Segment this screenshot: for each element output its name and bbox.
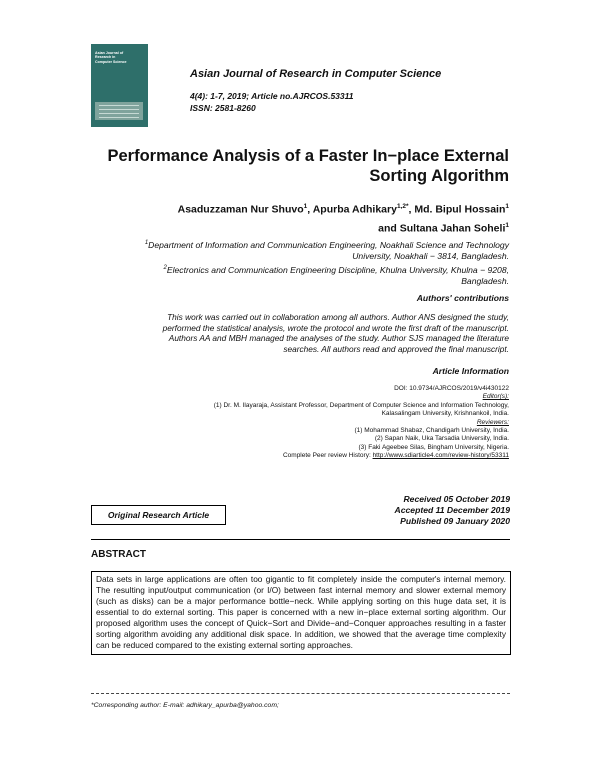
affiliations: $^1$Department of Information and Communication Engineering, Noakhali Science and Technology University, Noakhali − 3814, Bangladesh. $^2$Electronics and Communication Engineering Discipline, Khulna University, Khulna − 9208, Bangladesh.	[144, 239, 509, 287]
issn: ISSN: 2581-8260	[190, 103, 256, 113]
author-name: Apurba Adhikary	[312, 203, 397, 216]
peer-review-link[interactable]: http://www.sdiarticle4.com/review-history/53311	[372, 452, 509, 460]
published-date: Published 09 January 2020	[400, 516, 510, 527]
cover-title: Asian Journal of Research in Computer Science	[95, 51, 127, 64]
article-type-badge: Original Research Article	[91, 505, 226, 525]
footnote-divider	[91, 693, 510, 694]
abstract-heading: ABSTRACT	[91, 549, 146, 560]
volume-info: 4(4): 1-7, 2019; Article no.AJRCOS.53311	[190, 91, 354, 101]
received-date: Received 05 October 2019	[403, 494, 510, 504]
publication-dates	[300, 494, 510, 528]
author-name: Asaduzzaman Nur Shuvo	[177, 203, 304, 216]
reviewer-item: (3) Faki Ageebee Silas, Bingham University, Nigeria.	[358, 443, 509, 451]
contributions-text: This work was carried out in collaboration among all authors. Author ANS designed the study, performed the statistical analysis, wrote the protocol and wrote the first draft of the manuscript. Authors AA and MBH managed the analyses of the study. Author SJS managed the literature searches. All authors read and approved the final manuscript.	[162, 312, 509, 354]
reviewer-item: (2) Sapan Naik, Uka Tarsadia University, India.	[374, 435, 509, 443]
contributions-heading: Authors' contributions	[416, 293, 509, 303]
article-info-heading: Article Information	[432, 366, 509, 376]
reviewer-item: (1) Mohammad Shabaz, Chandigarh University, India.	[354, 427, 509, 435]
author-name: Sultana Jahan Soheli	[399, 222, 506, 234]
abstract-text: Data sets in large applications are often too gigantic to fit completely inside the computer's internal memory. The resulting input/output communication (or I/O) between fast internal memory and slower external memory (such as disks) can be a major performance bottle−neck. While applying sorting on this huge data set, it is essential to do external sorting. This paper is concerned with a new in−place external sorting algorithm. Our proposed algorithm uses the concept of Quick−Sort and Divide−and−Conquer approaches resulting in a faster sorting algorithm avoiding any additional disk space. In addition, we showed that the average time complexity can be reduced compared to the existing external sorting approaches.	[91, 571, 511, 655]
author-name: Md. Bipul Hossain	[414, 203, 506, 216]
paper-title: Performance Analysis of a Faster In−place External Sorting Algorithm	[107, 147, 509, 185]
author-list: Asaduzzaman Nur Shuvo$^1$, Apurba Adhikary$^{1,2*}$, Md. Bipul Hossain$^1$ and Sultana Jahan Soheli$^1$	[177, 203, 509, 234]
corresponding-author-footnote: *Corresponding author: E-mail: adhikary_apurba@yahoo.com;	[91, 702, 279, 709]
doi: DOI: 10.9734/AJRCOS/2019/v4i430122	[394, 385, 509, 392]
reviewers-label: Reviewers:	[476, 418, 509, 426]
section-divider	[91, 539, 510, 540]
journal-name: Asian Journal of Research in Computer Science	[190, 68, 442, 80]
article-info: DOI: 10.9734/AJRCOS/2019/v4i430122 Editor(s): (1) Dr. M. Ilayaraja, Assistant Professor, Department of Computer Science and Information Technology, Kalasalingam University, Krishnankoil, India. Reviewers: (1) Mohammad Shabaz, Chandigarh University, India. (2) Sapan Naik, Uka Tarsadia University, India. (3) Faki Ageebee Silas, Bingham University, Nigeria. Complete Peer review History: http://www.sdiarticle4.com/review-history/53311	[92, 385, 509, 461]
editors-label: Editor(s):	[482, 393, 509, 401]
accepted-date: Accepted 11 December 2019	[394, 505, 510, 516]
journal-cover-image	[91, 44, 148, 127]
cover-decoration	[95, 102, 143, 120]
